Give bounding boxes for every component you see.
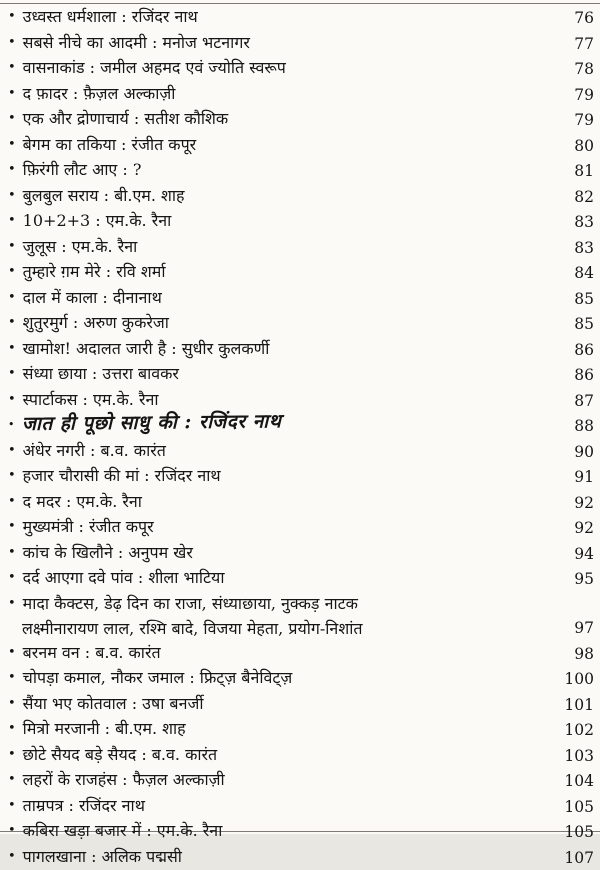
toc-row [8,31,594,57]
toc-row [8,388,594,414]
toc-title: बुलबुल सराय : बी.एम. शाह [23,184,185,208]
bullet-icon: • [8,464,16,488]
toc-page-number: 92 [554,492,594,516]
toc-title: पागलखाना : अलिक पद्मसी [23,845,182,869]
bullet-icon: • [8,235,16,259]
toc-row [8,286,594,312]
toc-entry-text-block [8,286,162,312]
toc-title: संध्या छाया : उत्तरा बावकर [23,362,179,386]
toc-title: मुख्यमंत्री : रंजीत कपूर [23,515,154,539]
toc-title: ताम्रपत्र : रजिंदर नाथ [23,794,145,818]
toc-page-number: 83 [554,211,594,235]
toc-page-number: 79 [554,109,594,133]
toc-entry-text-block [8,439,166,465]
bullet-icon: • [8,133,16,157]
toc-entry-text-block [8,82,175,108]
table-of-contents-list [8,5,594,829]
toc-row [8,56,594,82]
toc-row [8,566,594,592]
toc-entry-text-block [8,768,225,794]
toc-row [8,5,594,31]
toc-page-number: 98 [554,643,594,667]
toc-title: सबसे नीचे का आदमी : मनोज भटनागर [23,31,250,55]
toc-title: 10+2+3 : एम.के. रैना [23,209,172,233]
toc-row [8,82,594,108]
toc-row [8,260,594,286]
toc-row [8,413,594,439]
toc-page-number: 79 [554,84,594,108]
bullet-icon: • [8,82,16,106]
toc-entry-text-block [8,158,141,184]
toc-page-number: 95 [554,568,594,592]
toc-entry-text-block [8,515,154,541]
bullet-icon: • [8,566,16,590]
toc-row [8,692,594,718]
toc-entry-text-block [8,235,137,261]
toc-row [8,235,594,261]
toc-title: वासनाकांड : जमील अहमद एवं ज्योति स्वरूप [23,56,286,80]
toc-title: तुम्हारे ग़म मेरे : रवि शर्मा [23,260,166,284]
toc-title: दर्द आएगा दवे पांव : शीला भाटिया [23,566,225,590]
toc-entry-text-block [8,184,185,210]
toc-title: छोटे सैयद बड़े सैयद : ब.व. कारंत [23,743,218,767]
toc-title-second-line: लक्ष्मीनारायण लाल, रश्मि बादे, विजया मेहता, प्रयोग-निशांत [22,617,362,641]
bullet-icon: • [8,286,16,310]
toc-page-number: 91 [554,466,594,490]
bullet-icon: • [8,819,16,843]
bullet-icon: • [8,388,16,412]
toc-title: कांच के खिलौने : अनुपम खेर [23,541,193,565]
toc-title: जुलूस : एम.के. रैना [23,235,138,259]
toc-row [8,515,594,541]
toc-row [8,107,594,133]
toc-row [8,464,594,490]
bullet-icon: • [8,592,16,616]
toc-entry-text-block [8,311,169,337]
bullet-icon: • [8,666,16,690]
toc-row [8,592,594,641]
toc-page-number: 90 [554,441,594,465]
toc-page-number: 105 [554,796,594,820]
toc-entry-text-block [8,107,228,133]
toc-row [8,439,594,465]
toc-entry-text-block [8,592,362,641]
bullet-icon: • [8,311,16,335]
toc-entry-text-block [8,388,159,414]
toc-row [8,541,594,567]
toc-entry-text-block [8,743,217,769]
toc-entry-text-block [8,490,142,516]
toc-row [8,845,594,870]
toc-entry-text-block [8,413,281,439]
toc-page-number: 82 [554,186,594,210]
toc-page-number: 88 [554,415,594,439]
toc-entry-text-block [8,794,145,820]
bullet-icon: • [8,641,16,665]
bullet-icon: • [8,743,16,767]
toc-entry-text-block [8,666,292,692]
bullet-icon: • [8,692,16,716]
toc-title: कबिरा खड़ा बजार में : एम.के. रैना [23,819,223,843]
toc-page-number: 83 [554,237,594,261]
toc-title: दाल में काला : दीनानाथ [23,286,162,310]
toc-page-number: 84 [554,262,594,286]
scan-top-edge-line [0,3,600,4]
toc-row [8,184,594,210]
toc-row [8,666,594,692]
toc-page-number: 86 [554,364,594,388]
toc-title: चोपड़ा कमाल, नौकर जमाल : फ्रिट्ज़ बैनेविट्ज़ [23,666,293,690]
toc-row [8,743,594,769]
bullet-icon: • [8,107,16,131]
toc-page-number: 101 [554,694,594,718]
bullet-icon: • [8,56,16,80]
toc-row [8,209,594,235]
toc-title: बरनम वन : ब.व. कारंत [23,641,161,665]
toc-title: एक और द्रोणाचार्य : सतीश कौशिक [23,107,229,131]
bullet-icon: • [8,5,16,29]
bullet-icon: • [8,31,16,55]
toc-entry-text-block [8,464,221,490]
toc-page-number: 85 [554,288,594,312]
toc-title: सैंया भए कोतवाल : उषा बनर्जी [23,692,204,716]
toc-entry-text-block [8,845,182,870]
toc-page-number: 81 [554,160,594,184]
toc-title: जात ही पूछो साधु की : रजिंदर नाथ [21,410,281,436]
toc-entry-text-block [8,641,161,667]
bullet-icon: • [8,337,16,361]
toc-row [8,158,594,184]
toc-title: शुतुरमुर्ग : अरुण कुकरेजा [23,311,169,335]
toc-row [8,133,594,159]
toc-title: मादा कैक्टस, डेढ़ दिन का राजा, संध्याछाया, नुक्कड़ नाटक [23,592,358,616]
toc-page-number: 77 [554,33,594,57]
toc-entry-text-block [8,209,171,235]
toc-row [8,490,594,516]
toc-entry-text-block [8,362,179,388]
toc-entry-text-block [8,260,166,286]
toc-page-number: 76 [554,7,594,31]
toc-title: अंधेर नगरी : ब.व. कारंत [23,439,166,463]
toc-page-number: 100 [554,668,594,692]
toc-title: फ़िरंगी लौट आए : ? [23,158,142,182]
toc-entry-text-block [8,5,198,31]
bullet-icon: • [8,794,16,818]
bullet-icon: • [8,209,16,233]
bullet-icon: • [8,845,16,869]
toc-row [8,819,594,845]
bullet-icon: • [8,541,16,565]
toc-title: खामोश! अदालत जारी है : सुधीर कुलकर्णी [23,337,270,361]
bullet-icon: • [8,717,16,741]
bullet-icon: • [8,439,16,463]
toc-page-number: 94 [554,543,594,567]
toc-entry-text-block [8,566,224,592]
toc-page-number: 104 [554,770,594,794]
toc-entry-text-block [8,56,286,82]
toc-entry-text-block [8,31,250,57]
bullet-icon: • [8,184,16,208]
toc-page-number: 103 [554,745,594,769]
toc-row [8,794,594,820]
bullet-icon: • [8,260,16,284]
toc-entry-text-block [8,819,222,845]
toc-page-number: 105 [554,821,594,845]
toc-title: स्पार्टाकस : एम.के. रैना [23,388,159,412]
toc-title: हजार चौरासी की मां : रजिंदर नाथ [23,464,221,488]
toc-title: उध्वस्त धर्मशाला : रजिंदर नाथ [23,5,198,29]
toc-page-number: 78 [554,58,594,82]
toc-entry-text-block [8,133,196,159]
toc-entry-text-block [8,717,186,743]
toc-row [8,311,594,337]
toc-page-number: 87 [554,390,594,414]
toc-page-number: 85 [554,313,594,337]
toc-entry-text-block [8,692,203,718]
toc-title: द फ़ादर : फ़ैज़ल अल्काज़ी [23,82,176,106]
toc-row [8,768,594,794]
toc-title: द मदर : एम.के. रैना [23,490,142,514]
toc-page-number: 102 [554,719,594,743]
bullet-icon: • [8,515,16,539]
toc-row [8,641,594,667]
toc-title: लहरों के राजहंस : फैज़ल अल्काज़ी [23,768,225,792]
bullet-icon: • [8,362,16,386]
bullet-icon: • [8,490,16,514]
toc-title: बेगम का तकिया : रंजीत कपूर [23,133,197,157]
toc-entry-text-block [8,337,269,363]
bullet-icon: • [8,768,16,792]
toc-page-number: 97 [554,617,594,641]
toc-title: मित्रो मरजानी : बी.एम. शाह [23,717,186,741]
toc-row [8,717,594,743]
toc-page-number: 80 [554,135,594,159]
toc-row [8,337,594,363]
toc-page-number: 107 [554,847,594,870]
bullet-icon: • [8,413,15,437]
toc-page-number: 86 [554,339,594,363]
bullet-icon: • [8,158,16,182]
toc-page-number: 92 [554,517,594,541]
toc-row [8,362,594,388]
toc-entry-text-block [8,541,193,567]
